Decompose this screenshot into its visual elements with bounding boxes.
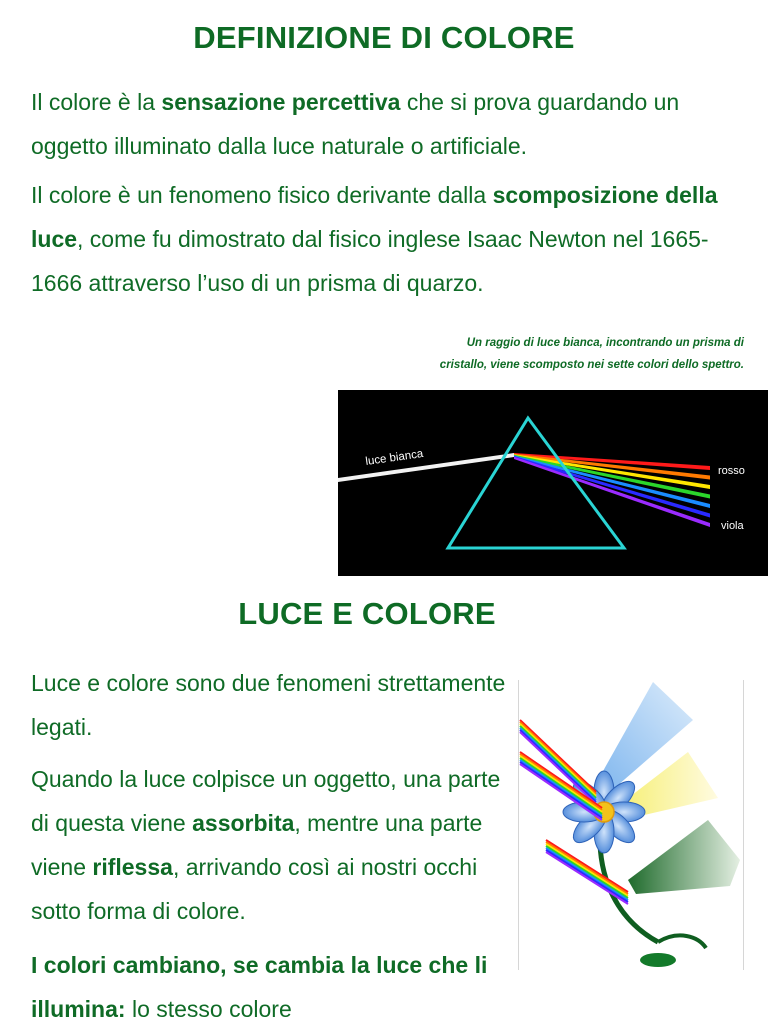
light-color-paragraph-3: I colori cambiano, se cambia la luce che li illumina: lo stesso colore: [31, 952, 488, 1022]
leaf: [640, 953, 676, 967]
flower-illustration: [518, 680, 744, 970]
prism-illustration: [338, 390, 768, 576]
incoming-ray-band: [546, 850, 628, 902]
violet-label: viola: [721, 520, 744, 532]
section-title-definizione: DEFINIZIONE DI COLORE: [193, 20, 575, 55]
incoming-ray-band: [546, 852, 628, 904]
caption-line-2: cristallo, viene scomposto nei sette colori dello spettro.: [439, 359, 744, 371]
prism-dispersion-image: [338, 390, 768, 576]
definition-paragraph-2: Il colore è un fenomeno fisico derivante dalla scomposizione della luce, come fu dimostrato dal fisico inglese Isaac Newton nel 1665-1666 attraverso l’uso di un prisma di quarzo.: [31, 182, 718, 296]
white-light-label: luce bianca: [364, 447, 425, 468]
incoming-ray-band: [546, 846, 628, 898]
incoming-ray-band: [546, 844, 628, 896]
prism-caption: [324, 332, 744, 376]
reflected-green-light: [628, 820, 740, 894]
incoming-ray-band: [546, 848, 628, 900]
incoming-ray-band: [546, 840, 628, 892]
section-title-luce-colore: LUCE E COLORE: [238, 596, 496, 631]
light-color-paragraph-1: Luce e colore sono due fenomeni strettamente legati.: [31, 670, 506, 740]
light-color-paragraph-2: Quando la luce colpisce un oggetto, una parte di questa viene assorbita, mentre una parte viene riflessa, arrivando così ai nostri occhi sotto forma di colore.: [31, 766, 501, 924]
flower-reflection-image: [518, 680, 744, 970]
definition-paragraph-1: Il colore è la sensazione percettiva che si prova guardando un oggetto illuminato dalla luce naturale o artificiale.: [31, 89, 680, 159]
incoming-ray-band: [546, 842, 628, 894]
red-label: rosso: [718, 465, 745, 477]
caption-line-1: Un raggio di luce bianca, incontrando un prisma di: [466, 337, 744, 349]
